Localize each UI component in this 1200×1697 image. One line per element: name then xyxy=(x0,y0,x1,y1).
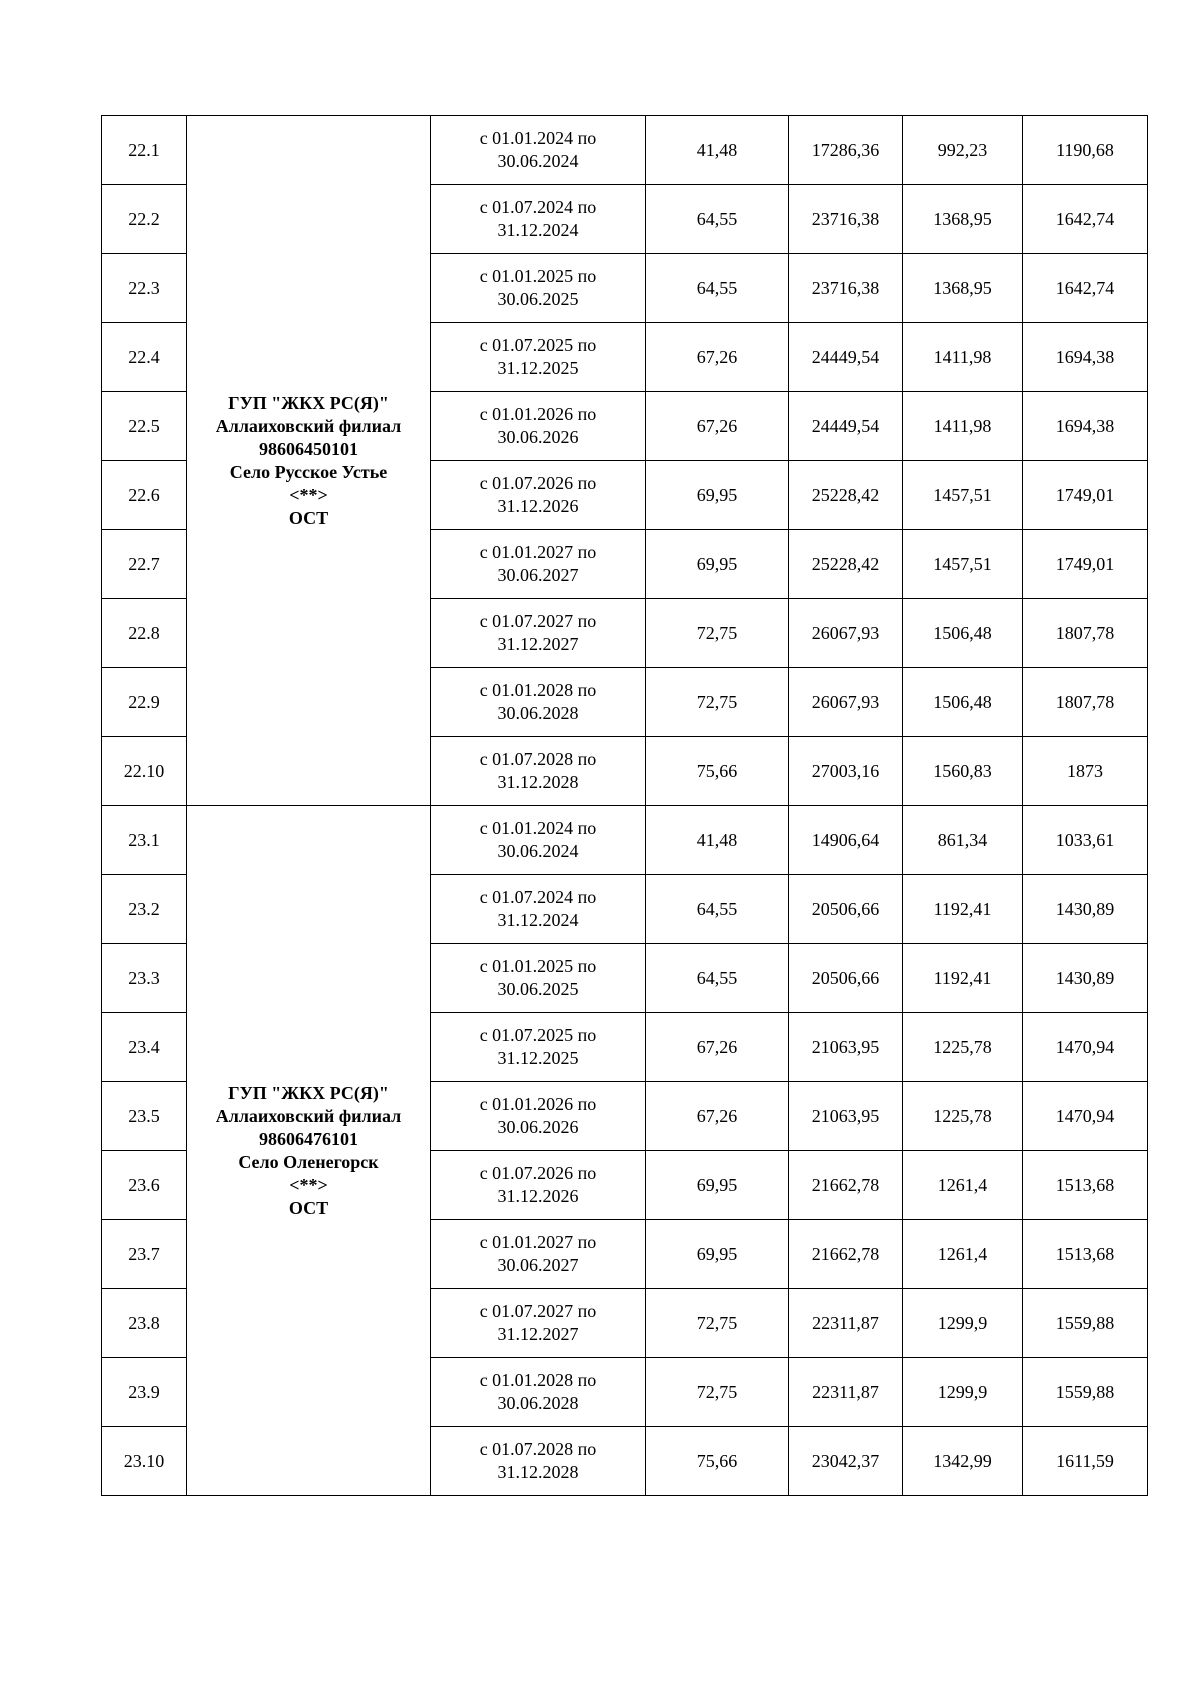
row-number-cell: 22.8 xyxy=(102,599,187,668)
period-line: 30.06.2024 xyxy=(497,151,579,171)
value-cell-2: 24449,54 xyxy=(789,323,903,392)
row-number-cell: 22.4 xyxy=(102,323,187,392)
table-row xyxy=(102,116,1148,185)
period-line: с 01.01.2025 по xyxy=(479,266,597,286)
value-cell-4: 1807,78 xyxy=(1023,668,1148,737)
value-cell-2: 14906,64 xyxy=(789,806,903,875)
value-cell-4: 1513,68 xyxy=(1023,1151,1148,1220)
value-cell-1: 69,95 xyxy=(646,1151,789,1220)
value-cell-2: 25228,42 xyxy=(789,530,903,599)
value-cell-2: 21662,78 xyxy=(789,1151,903,1220)
value-cell-1: 67,26 xyxy=(646,392,789,461)
value-cell-2: 27003,16 xyxy=(789,737,903,806)
value-cell-1: 69,95 xyxy=(646,461,789,530)
row-number-cell: 23.4 xyxy=(102,1013,187,1082)
period-line: 31.12.2027 xyxy=(497,1324,579,1344)
period-line: 31.12.2025 xyxy=(497,358,579,378)
organization-line: <**> xyxy=(289,1174,328,1195)
row-number-cell: 22.5 xyxy=(102,392,187,461)
row-number-cell: 22.10 xyxy=(102,737,187,806)
row-number-cell: 23.7 xyxy=(102,1220,187,1289)
period-cell xyxy=(431,323,646,392)
value-cell-4: 1694,38 xyxy=(1023,323,1148,392)
value-cell-4: 1642,74 xyxy=(1023,185,1148,254)
value-cell-4: 1749,01 xyxy=(1023,461,1148,530)
period-cell xyxy=(431,668,646,737)
period-line: с 01.07.2027 по xyxy=(479,1301,597,1321)
value-cell-1: 75,66 xyxy=(646,1427,789,1496)
value-cell-1: 75,66 xyxy=(646,737,789,806)
period-cell xyxy=(431,806,646,875)
value-cell-2: 22311,87 xyxy=(789,1358,903,1427)
value-cell-3: 1457,51 xyxy=(903,530,1023,599)
value-cell-1: 72,75 xyxy=(646,1358,789,1427)
period-line: 31.12.2027 xyxy=(497,634,579,654)
row-number-cell: 23.6 xyxy=(102,1151,187,1220)
value-cell-1: 67,26 xyxy=(646,1013,789,1082)
period-line: с 01.01.2024 по xyxy=(479,128,597,148)
period-cell xyxy=(431,1151,646,1220)
organization-line: ОСТ xyxy=(288,507,329,528)
period-cell xyxy=(431,1358,646,1427)
period-line: 31.12.2026 xyxy=(497,1186,579,1206)
organization-cell xyxy=(187,116,431,806)
value-cell-3: 1368,95 xyxy=(903,254,1023,323)
period-line: 30.06.2027 xyxy=(497,565,579,585)
table-row xyxy=(102,806,1148,875)
period-line: 31.12.2028 xyxy=(497,1462,579,1482)
value-cell-2: 21662,78 xyxy=(789,1220,903,1289)
value-cell-4: 1470,94 xyxy=(1023,1013,1148,1082)
value-cell-2: 20506,66 xyxy=(789,875,903,944)
value-cell-3: 1457,51 xyxy=(903,461,1023,530)
value-cell-3: 1560,83 xyxy=(903,737,1023,806)
value-cell-3: 1299,9 xyxy=(903,1289,1023,1358)
period-cell xyxy=(431,1220,646,1289)
period-cell xyxy=(431,1427,646,1496)
row-number-cell: 23.10 xyxy=(102,1427,187,1496)
value-cell-3: 1225,78 xyxy=(903,1082,1023,1151)
period-line: 30.06.2027 xyxy=(497,1255,579,1275)
value-cell-4: 1513,68 xyxy=(1023,1220,1148,1289)
organization-line: Село Русское Устье xyxy=(229,461,388,482)
period-line: 31.12.2026 xyxy=(497,496,579,516)
value-cell-3: 1261,4 xyxy=(903,1220,1023,1289)
tariff-table xyxy=(101,115,1148,1496)
period-line: с 01.07.2025 по xyxy=(479,1025,597,1045)
value-cell-1: 64,55 xyxy=(646,254,789,323)
value-cell-3: 861,34 xyxy=(903,806,1023,875)
period-line: с 01.01.2025 по xyxy=(479,956,597,976)
period-line: 30.06.2028 xyxy=(497,1393,579,1413)
row-number-cell: 23.5 xyxy=(102,1082,187,1151)
tariff-table-body xyxy=(102,116,1148,1496)
value-cell-2: 26067,93 xyxy=(789,668,903,737)
period-line: с 01.01.2026 по xyxy=(479,1094,597,1114)
period-line: 31.12.2025 xyxy=(497,1048,579,1068)
value-cell-1: 69,95 xyxy=(646,530,789,599)
value-cell-3: 1368,95 xyxy=(903,185,1023,254)
value-cell-2: 23042,37 xyxy=(789,1427,903,1496)
period-cell xyxy=(431,944,646,1013)
value-cell-1: 72,75 xyxy=(646,599,789,668)
value-cell-2: 17286,36 xyxy=(789,116,903,185)
period-line: с 01.07.2028 по xyxy=(479,749,597,769)
organization-line: Село Оленегорск xyxy=(238,1151,379,1172)
value-cell-4: 1033,61 xyxy=(1023,806,1148,875)
value-cell-1: 69,95 xyxy=(646,1220,789,1289)
value-cell-4: 1642,74 xyxy=(1023,254,1148,323)
period-line: с 01.01.2027 по xyxy=(479,542,597,562)
period-cell xyxy=(431,461,646,530)
value-cell-2: 24449,54 xyxy=(789,392,903,461)
value-cell-2: 21063,95 xyxy=(789,1013,903,1082)
period-line: 31.12.2028 xyxy=(497,772,579,792)
value-cell-3: 1506,48 xyxy=(903,599,1023,668)
value-cell-3: 1506,48 xyxy=(903,668,1023,737)
period-line: с 01.01.2028 по xyxy=(479,680,597,700)
value-cell-2: 23716,38 xyxy=(789,185,903,254)
organization-line: 98606450101 xyxy=(259,438,358,459)
value-cell-4: 1190,68 xyxy=(1023,116,1148,185)
period-cell xyxy=(431,530,646,599)
period-line: с 01.07.2027 по xyxy=(479,611,597,631)
value-cell-1: 41,48 xyxy=(646,806,789,875)
value-cell-1: 72,75 xyxy=(646,1289,789,1358)
value-cell-4: 1470,94 xyxy=(1023,1082,1148,1151)
value-cell-3: 1192,41 xyxy=(903,944,1023,1013)
period-line: 31.12.2024 xyxy=(497,220,579,240)
row-number-cell: 22.3 xyxy=(102,254,187,323)
organization-line: Аллаиховский филиал xyxy=(215,415,402,436)
value-cell-3: 1342,99 xyxy=(903,1427,1023,1496)
value-cell-2: 25228,42 xyxy=(789,461,903,530)
value-cell-2: 26067,93 xyxy=(789,599,903,668)
organization-line: ОСТ xyxy=(288,1197,329,1218)
row-number-cell: 23.9 xyxy=(102,1358,187,1427)
value-cell-1: 41,48 xyxy=(646,116,789,185)
period-cell xyxy=(431,875,646,944)
period-line: с 01.07.2024 по xyxy=(479,887,597,907)
value-cell-1: 64,55 xyxy=(646,185,789,254)
value-cell-4: 1749,01 xyxy=(1023,530,1148,599)
value-cell-4: 1611,59 xyxy=(1023,1427,1148,1496)
organization-cell xyxy=(187,806,431,1496)
value-cell-4: 1694,38 xyxy=(1023,392,1148,461)
value-cell-1: 64,55 xyxy=(646,875,789,944)
value-cell-1: 72,75 xyxy=(646,668,789,737)
row-number-cell: 22.7 xyxy=(102,530,187,599)
period-cell xyxy=(431,599,646,668)
value-cell-3: 1261,4 xyxy=(903,1151,1023,1220)
organization-line: Аллаиховский филиал xyxy=(215,1105,402,1126)
period-line: 30.06.2025 xyxy=(497,979,579,999)
period-line: с 01.07.2026 по xyxy=(479,1163,597,1183)
period-line: 31.12.2024 xyxy=(497,910,579,930)
value-cell-3: 1192,41 xyxy=(903,875,1023,944)
period-line: 30.06.2025 xyxy=(497,289,579,309)
period-cell xyxy=(431,1289,646,1358)
period-line: с 01.07.2028 по xyxy=(479,1439,597,1459)
value-cell-1: 67,26 xyxy=(646,1082,789,1151)
row-number-cell: 22.1 xyxy=(102,116,187,185)
period-cell xyxy=(431,116,646,185)
period-line: с 01.07.2026 по xyxy=(479,473,597,493)
period-cell xyxy=(431,737,646,806)
organization-line: ГУП "ЖКХ РС(Я)" xyxy=(228,1082,389,1103)
value-cell-3: 992,23 xyxy=(903,116,1023,185)
period-line: с 01.01.2028 по xyxy=(479,1370,597,1390)
value-cell-4: 1430,89 xyxy=(1023,875,1148,944)
value-cell-2: 22311,87 xyxy=(789,1289,903,1358)
organization-line: <**> xyxy=(289,484,328,505)
value-cell-4: 1430,89 xyxy=(1023,944,1148,1013)
period-cell xyxy=(431,1013,646,1082)
period-cell xyxy=(431,392,646,461)
value-cell-4: 1873 xyxy=(1023,737,1148,806)
value-cell-2: 20506,66 xyxy=(789,944,903,1013)
value-cell-3: 1225,78 xyxy=(903,1013,1023,1082)
row-number-cell: 23.3 xyxy=(102,944,187,1013)
value-cell-3: 1411,98 xyxy=(903,392,1023,461)
period-line: с 01.01.2027 по xyxy=(479,1232,597,1252)
value-cell-3: 1299,9 xyxy=(903,1358,1023,1427)
value-cell-1: 64,55 xyxy=(646,944,789,1013)
value-cell-2: 23716,38 xyxy=(789,254,903,323)
value-cell-2: 21063,95 xyxy=(789,1082,903,1151)
organization-line: ГУП "ЖКХ РС(Я)" xyxy=(228,392,389,413)
row-number-cell: 23.2 xyxy=(102,875,187,944)
period-cell xyxy=(431,1082,646,1151)
period-line: 30.06.2026 xyxy=(497,427,579,447)
period-cell xyxy=(431,185,646,254)
row-number-cell: 23.1 xyxy=(102,806,187,875)
period-line: с 01.01.2024 по xyxy=(479,818,597,838)
value-cell-3: 1411,98 xyxy=(903,323,1023,392)
value-cell-4: 1807,78 xyxy=(1023,599,1148,668)
period-line: с 01.01.2026 по xyxy=(479,404,597,424)
value-cell-4: 1559,88 xyxy=(1023,1289,1148,1358)
row-number-cell: 22.2 xyxy=(102,185,187,254)
value-cell-1: 67,26 xyxy=(646,323,789,392)
period-line: 30.06.2028 xyxy=(497,703,579,723)
organization-line: 98606476101 xyxy=(259,1128,358,1149)
value-cell-4: 1559,88 xyxy=(1023,1358,1148,1427)
period-cell xyxy=(431,254,646,323)
period-line: 30.06.2024 xyxy=(497,841,579,861)
row-number-cell: 22.9 xyxy=(102,668,187,737)
period-line: с 01.07.2025 по xyxy=(479,335,597,355)
period-line: 30.06.2026 xyxy=(497,1117,579,1137)
row-number-cell: 23.8 xyxy=(102,1289,187,1358)
period-line: с 01.07.2024 по xyxy=(479,197,597,217)
row-number-cell: 22.6 xyxy=(102,461,187,530)
